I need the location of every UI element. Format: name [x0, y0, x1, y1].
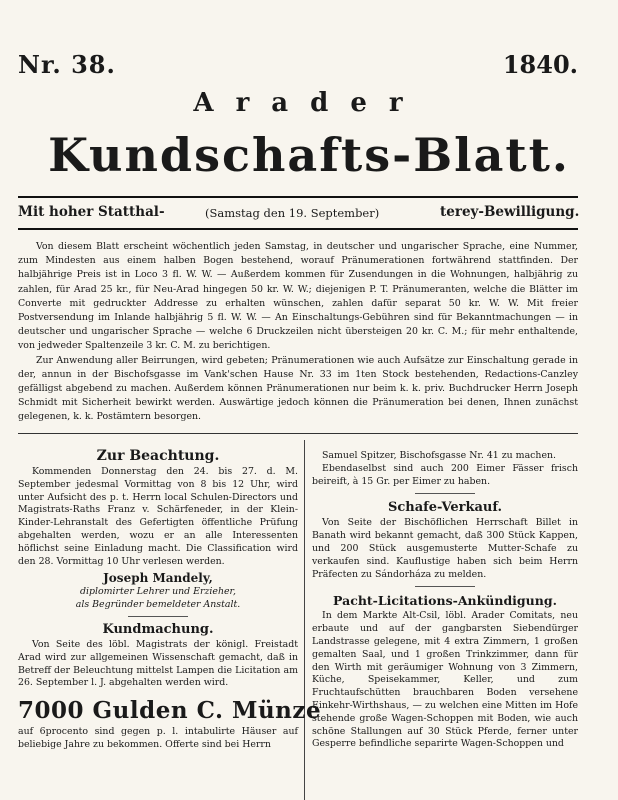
loan-offer-text: auf 6procento sind gegen p. l. intabulirte Häuser auf beliebige Jahre zu bekommen. Offerte sind bei Herrn	[18, 726, 298, 750]
editorial-address: Zur Anwendung aller Beirrungen, wird gebeten; Pränumerationen wie auch Aufsätze zur Einschaltung gerade in der, annun in der Bischofsgasse im Vank'schen Hause Nr. 33 im 1ten Stock bestehenden, Redactions-Canzley gefälligst abgebend zu machen. Außerdem können Pränumerationen nur beim k. k. priv. Buchdrucker Herrn Joseph Schmidt mit Sicherheit bewirkt werden. Auswärtige jedoch können die Pränumeration bei denen, Ihnen zunächst gelegenen, k. k. Postämtern besorgen.	[18, 354, 578, 423]
issue-year: 1840.	[502, 50, 578, 79]
intro-divider	[18, 433, 578, 434]
right-column	[312, 450, 578, 751]
section-divider	[415, 493, 475, 494]
heading-kundmachung: Kundmachung.	[102, 621, 214, 637]
heading-pacht-licitation: Pacht-Licitations-Ankündigung.	[333, 593, 557, 609]
beachtung-text: Kommenden Donnerstag den 24. bis 27. d. M. September jedesmal Vormittag von 8 bis 12 Uhr, wird unter Aufsicht des p. t. Herrn local Schulen-Directors und Magistrats-Raths Franz v. Schärfeneder, in der Klein-Kinder-Lehranstalt des Gefertigten öffentliche Prüfung abgehalten werden, wozu er an alle Interessenten höflichst seine Einladung macht. Die Classification wird den 28. Vormittag 10 Uhr verlesen werden.	[18, 466, 298, 567]
section-divider	[128, 616, 188, 617]
left-column	[18, 446, 322, 752]
spitzer-notice: Samuel Spitzer, Bischofsgasse Nr. 41 zu machen.	[322, 450, 557, 461]
masthead-rule-top	[18, 196, 578, 198]
signature-line-1: diplomirter Lehrer und Erzieher,	[80, 586, 236, 598]
issue-date: (Samstag den 19. September)	[205, 206, 380, 220]
loan-offer-heading: 7000 Gulden C. Münze	[18, 697, 322, 725]
subscription-notice	[18, 240, 578, 425]
signature-line-2: als Begründer bemeldeter Anstalt.	[75, 599, 241, 611]
issue-number: Nr. 38.	[18, 50, 116, 79]
heading-zur-beachtung: Zur Beachtung.	[96, 448, 220, 464]
schafe-text: Von Seite der Bischöflichen Herrschaft Billet in Banath wird bekannt gemacht, daß 300 Stück Kappen, und 200 Stück ausgemusterte Mutter-Schafe zu verkaufen sind. Kauflustige haben sich beim Herrn Präfecten zu Sándorháza zu melden.	[312, 517, 578, 580]
barrels-notice: Ebendaselbst sind auch 200 Eimer Fässer frisch beireift, à 15 Gr. per Eimer zu haben.	[312, 462, 578, 487]
subheader-right: terey-Bewilligung.	[440, 204, 580, 220]
kundmachung-text: Von Seite des löbl. Magistrats der königl. Freistadt Arad wird zur allgemeinen Wissenschaft gemacht, daß in Betreff der Beleuchtung mittelst Lampen die Licitation am 26. September l. J. abgehalten werden wird.	[18, 638, 298, 689]
masthead-title: Kundschafts-Blatt.	[48, 128, 570, 182]
section-divider	[415, 586, 475, 587]
signature-name: Joseph Mandely,	[103, 571, 213, 586]
pacht-text: In dem Markte Alt-Csil, löbl. Arader Comitats, neu erbaute und auf der gangbarsten Siebendürger Landstrasse gelegene, mit 4 extra Zimmern, 1 großen gemalten Saal, und 1 großen Trinkzimmer, dann für den Wirth mit geräumiger Wohnung von 3 Zimmern, Küche, Speisekammer, Keller, und zum Fruchtaufschütten brauchbaren Boden versehene Einkehr-Wirthshaus, — zu welchen eine Mitten im Hofe stehende große Wagen-Schoppen mit Boden, wie auch schöne Stallungen auf 30 Stück Pferde, ferner unter Gesperre befindliche separirte Wagen-Schoppen und	[312, 610, 578, 750]
subheader-left: Mit hoher Statthal-	[18, 204, 165, 220]
subscription-terms: Von diesem Blatt erscheint wöchentlich jeden Samstag, in deutscher und ungarischer Sprache, eine Nummer, zum Mindesten aus einem halben Bogen bestehend, worauf Pränumerationen fortwährend stattfinden. Der halbjährige Preis ist in Loco 3 fl. W. W. — Außerdem kommen für Zusendungen in die Wohnungen, halbjährig zu zahlen, für Arad 25 kr., für Neu-Arad hingegen 50 kr. W. W.; diejenigen P. T. Pränumeranten, welche die Blätter im Converte mit gedruckter Addresse zu erhalten wünschen, zahlen dafür separat 50 kr. W. W. Mit freier Postversendung im Inlande halbjährig 5 fl. W. W. — An Einschaltungs-Gebühren sind für Bekanntmachungen — in deutscher und ungarischer Sprache — welche 6 Druckzeilen nicht übersteigen 20 kr. C. M.; für mehr enthaltende, von jedweder Spaltenzeile 3 kr. C. M. zu berichtigen.	[18, 241, 578, 352]
heading-schafe-verkauf: Schafe-Verkauf.	[387, 500, 503, 516]
masthead-city: Arader	[193, 88, 425, 118]
column-divider	[304, 440, 305, 800]
masthead-rule-bottom	[18, 228, 578, 230]
